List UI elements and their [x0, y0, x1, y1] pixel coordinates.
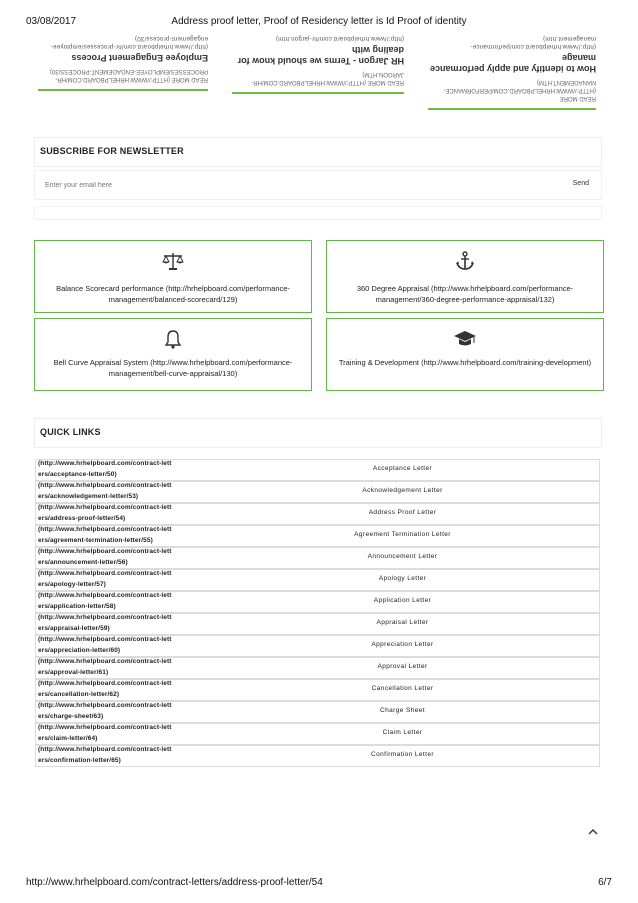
quick-link-name[interactable]: Application Letter — [373, 597, 432, 604]
related-post[interactable] — [34, 28, 212, 134]
quick-link-url[interactable]: (http://www.hrhelpboard.com/contract-letters/application-letter/58) — [38, 592, 172, 610]
related-post-read-more[interactable]: READ MORE (HTTP://WWW.HRHELPBOARD.COM/HR-PROCESSES/EMPLOYEE-ENGAGEMENT-PROCESS/30) — [49, 68, 208, 82]
bell-icon — [35, 329, 311, 351]
related-post-title[interactable]: How to identify and apply performance manage — [429, 53, 596, 74]
quick-link-row[interactable] — [35, 525, 600, 547]
newsletter-heading: SUBSCRIBE FOR NEWSLETTER — [40, 146, 184, 156]
quick-link-url[interactable]: (http://www.hrhelpboard.com/contract-letters/claim-letter/64) — [38, 724, 172, 742]
related-post-link[interactable]: (http://www.hrhelpboard.com/performance-management.htm) — [470, 35, 596, 49]
print-page-title: Address proof letter, Proof of Residency letter is Id Proof of identity — [171, 16, 467, 27]
quick-link-name[interactable]: Cancellation Letter — [371, 685, 434, 692]
quick-link-name[interactable]: Acknowledgement Letter — [362, 487, 443, 494]
quick-link-url[interactable]: (http://www.hrhelpboard.com/contract-letters/acknowledgement-letter/53) — [38, 482, 172, 500]
category-card-360-appraisal[interactable] — [326, 240, 604, 313]
quick-link-url[interactable]: (http://www.hrhelpboard.com/contract-letters/acceptance-letter/50) — [38, 460, 172, 478]
print-footer-url: http://www.hrhelpboard.com/contract-letters/address-proof-letter/54 — [26, 877, 323, 888]
category-card-label[interactable]: Bell Curve Appraisal System (http://www.hrhelpboard.com/performance-management/bell-curve-appraisal/130) — [53, 358, 293, 378]
related-post-link[interactable]: (http://www.hrhelpboard.com/hr-processes/employee-engagement-process/30) — [50, 35, 208, 49]
related-post-read-more[interactable]: READ MORE (HTTP://WWW.HRHELPBOARD.COM/PERFORMANCE-MANAGEMENT.HTM) — [443, 79, 596, 101]
quick-link-row[interactable] — [35, 613, 600, 635]
quick-link-row[interactable] — [35, 679, 600, 701]
quick-link-url[interactable]: (http://www.hrhelpboard.com/contract-letters/charge-sheet/63) — [38, 702, 172, 720]
quick-link-url[interactable]: (http://www.hrhelpboard.com/contract-letters/cancellation-letter/62) — [38, 680, 172, 698]
category-card-bell-curve[interactable] — [34, 318, 312, 391]
quick-link-name[interactable]: Address Proof Letter — [368, 509, 437, 516]
category-card-label[interactable]: Balance Scorecard performance (http://hrhelpboard.com/performance-management/balanced-scorecard/129) — [56, 284, 290, 304]
quick-link-row[interactable] — [35, 481, 600, 503]
graduation-cap-icon — [327, 329, 603, 351]
related-post-title[interactable]: HR Jargon - Terms we should know for dealing with — [237, 45, 404, 66]
quick-link-row[interactable] — [35, 745, 600, 767]
quick-link-row[interactable] — [35, 547, 600, 569]
category-card-label[interactable]: Training & Development (http://www.hrhelpboard.com/training-development) — [338, 358, 592, 367]
quick-link-name[interactable]: Confirmation Letter — [371, 751, 434, 758]
quick-link-url[interactable]: (http://www.hrhelpboard.com/contract-letters/announcement-letter/56) — [38, 548, 172, 566]
balance-scale-icon — [35, 251, 311, 273]
newsletter-email-input[interactable] — [43, 177, 527, 193]
quick-link-url[interactable]: (http://www.hrhelpboard.com/contract-letters/appreciation-letter/60) — [38, 636, 172, 654]
chevron-up-icon[interactable] — [588, 824, 598, 838]
quick-link-row[interactable] — [35, 459, 600, 481]
anchor-icon — [327, 251, 603, 273]
quick-link-row[interactable] — [35, 569, 600, 591]
quick-link-url[interactable]: (http://www.hrhelpboard.com/contract-letters/apology-letter/57) — [38, 570, 172, 588]
quick-link-name[interactable]: Appreciation Letter — [371, 641, 434, 648]
quick-link-name[interactable]: Agreement Termination Letter — [354, 531, 451, 538]
quick-link-row[interactable] — [35, 635, 600, 657]
quick-link-name[interactable]: Apology Letter — [378, 575, 427, 582]
related-post-link[interactable]: (http://www.hrhelpboard.com/hr-jargon.htm) — [275, 35, 404, 41]
newsletter-send-button[interactable]: Send — [572, 180, 589, 187]
quick-link-row[interactable] — [35, 503, 600, 525]
quick-links-header-box — [34, 418, 602, 448]
quick-link-name[interactable]: Acceptance Letter — [372, 465, 433, 472]
quick-links-heading: QUICK LINKS — [40, 427, 101, 437]
quick-link-name[interactable]: Charge Sheet — [380, 707, 425, 714]
related-post-read-more[interactable]: READ MORE (HTTP://WWW.HRHELPBOARD.COM/HR-JARGON.HTM) — [251, 71, 404, 85]
divider — [34, 206, 602, 220]
category-card-training[interactable] — [326, 318, 604, 391]
category-card-balance-scorecard[interactable] — [34, 240, 312, 313]
quick-link-row[interactable] — [35, 701, 600, 723]
print-date: 03/08/2017 — [26, 16, 77, 27]
quick-link-url[interactable]: (http://www.hrhelpboard.com/contract-letters/address-proof-letter/54) — [38, 504, 172, 522]
quick-link-name[interactable]: Announcement Letter — [367, 553, 438, 560]
related-post[interactable] — [424, 28, 600, 134]
quick-link-url[interactable]: (http://www.hrhelpboard.com/contract-letters/approval-letter/61) — [38, 658, 172, 676]
quick-link-row[interactable] — [35, 723, 600, 745]
quick-link-name[interactable]: Appraisal Letter — [376, 619, 429, 626]
newsletter-form — [34, 170, 602, 200]
quick-link-name[interactable]: Approval Letter — [377, 663, 428, 670]
related-posts-strip — [34, 28, 600, 134]
related-post[interactable] — [228, 28, 408, 134]
quick-link-row[interactable] — [35, 591, 600, 613]
related-post-title[interactable]: Employee Engagement Process — [71, 53, 208, 63]
print-page-number: 6/7 — [598, 877, 612, 888]
quick-link-url[interactable]: (http://www.hrhelpboard.com/contract-letters/appraisal-letter/59) — [38, 614, 172, 632]
quick-link-row[interactable] — [35, 657, 600, 679]
quick-link-name[interactable]: Claim Letter — [382, 729, 423, 736]
quick-link-url[interactable]: (http://www.hrhelpboard.com/contract-letters/confirmation-letter/65) — [38, 746, 172, 764]
category-card-label[interactable]: 360 Degree Appraisal (http://www.hrhelpboard.com/performance-management/360-degree-performance-appraisal/132) — [356, 284, 574, 304]
quick-link-url[interactable]: (http://www.hrhelpboard.com/contract-letters/agreement-termination-letter/55) — [38, 526, 172, 544]
